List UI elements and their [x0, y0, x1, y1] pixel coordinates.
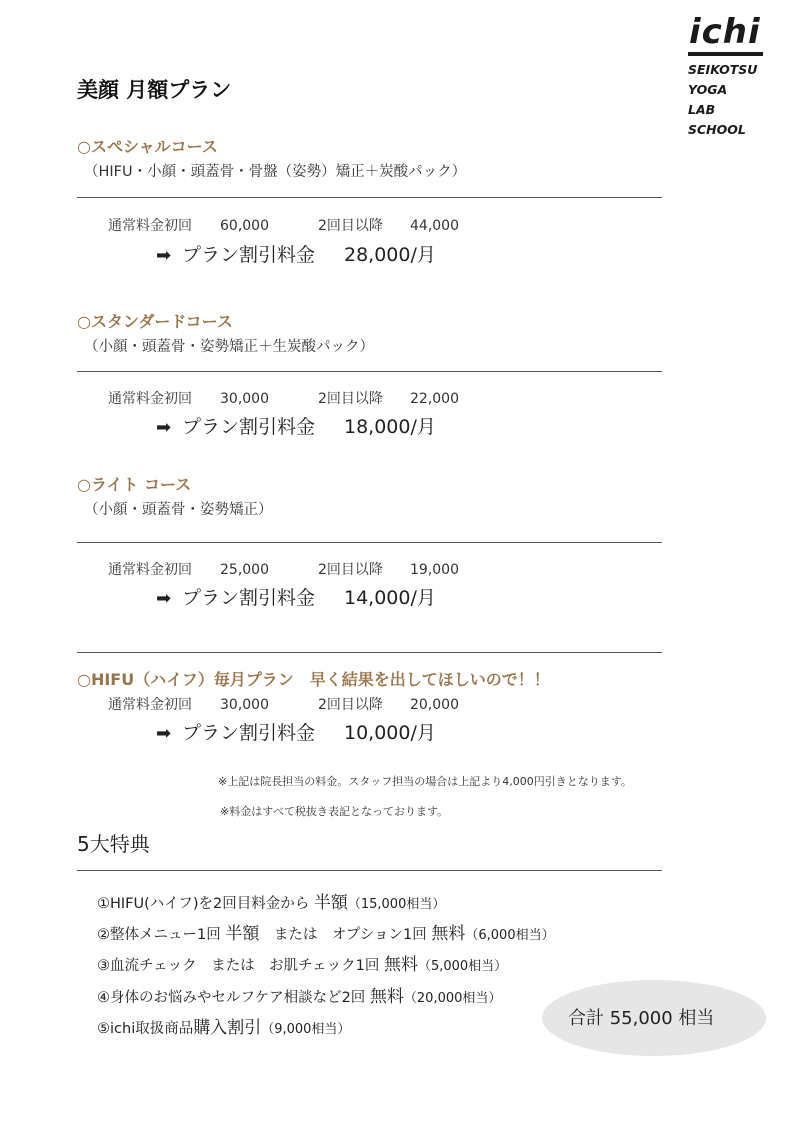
first-visit-price: 25,000 — [220, 562, 269, 578]
benefit-highlight: 半額 — [225, 924, 260, 944]
second-visit-label: 2回目以降 — [318, 562, 383, 578]
total-value: 合計 55,000 相当 — [568, 1008, 715, 1029]
plan-price-label: プラン割引料金 — [182, 722, 316, 744]
logo-line-lab: LAB — [688, 102, 716, 117]
plan-price-row-standard — [156, 412, 436, 439]
regular-price-label: 通常料金初回 — [108, 218, 192, 234]
first-visit-price: 60,000 — [220, 218, 269, 234]
benefit-item-1 — [97, 888, 445, 913]
plan-price: 28,000/月 — [344, 244, 436, 266]
benefit-value: （5,000相当） — [417, 959, 508, 974]
second-visit-price: 22,000 — [410, 391, 459, 407]
benefit-text: ②整体メニュー1回 — [97, 927, 221, 943]
plan-price-label: プラン割引料金 — [182, 244, 316, 266]
benefit-value: （6,000相当） — [465, 928, 555, 943]
benefit-highlight: 無料 — [383, 955, 418, 975]
regular-price-row-hifu — [108, 694, 459, 714]
benefits-title: 5大特典 — [77, 832, 150, 856]
benefit-value: （15,000相当） — [347, 897, 446, 912]
note-staff-discount: ※上記は院長担当の料金。スタッフ担当の場合は上記より4,000円引きとなります。 — [218, 775, 632, 788]
benefit-highlight-alt: 無料 — [431, 924, 466, 944]
divider — [77, 371, 662, 372]
benefit-highlight: 無料 — [369, 987, 404, 1007]
benefit-value: （9,000相当） — [261, 1022, 351, 1037]
course-description-light: （小顔・頭蓋骨・姿勢矯正） — [84, 502, 273, 518]
benefit-text: ③血流チェック または お肌チェック1回 — [97, 958, 380, 974]
plan-price-row-special — [156, 240, 436, 267]
regular-price-label: 通常料金初回 — [108, 562, 192, 578]
note-tax-excluded: ※料金はすべて税抜き表記となっております。 — [220, 805, 449, 818]
course-title-hifu: ○HIFU（ハイフ）毎月プラン 早く結果を出してほしいので！！ — [77, 670, 550, 689]
second-visit-price: 44,000 — [410, 218, 459, 234]
plan-price: 10,000/月 — [344, 722, 436, 744]
second-visit-price: 20,000 — [410, 697, 459, 713]
course-title-standard: ○スタンダードコース — [77, 312, 233, 331]
benefit-highlight: 半額 — [313, 893, 348, 913]
second-visit-label: 2回目以降 — [318, 697, 383, 713]
plan-price: 14,000/月 — [344, 587, 436, 609]
benefit-text: ④身体のお悩みやセルフケア相談など2回 — [97, 990, 366, 1006]
page-title: 美顔 月額プラン — [77, 78, 232, 102]
arrow-right-icon: ➡ — [156, 588, 172, 609]
course-description-standard: （小顔・頭蓋骨・姿勢矯正＋生炭酸パック） — [84, 339, 374, 355]
second-visit-label: 2回目以降 — [318, 391, 383, 407]
arrow-right-icon: ➡ — [156, 417, 172, 438]
plan-price-label: プラン割引料金 — [182, 416, 316, 438]
divider — [77, 542, 662, 543]
benefit-item-3 — [97, 950, 507, 975]
regular-price-row-standard — [108, 388, 459, 408]
divider — [77, 870, 662, 871]
logo-line-school: SCHOOL — [688, 122, 746, 137]
benefit-item-4 — [97, 982, 501, 1007]
second-visit-label: 2回目以降 — [318, 218, 383, 234]
benefit-item-5 — [97, 1013, 350, 1038]
course-description-special: （HIFU・小顔・頭蓋骨・骨盤（姿勢）矯正＋炭酸パック） — [84, 164, 467, 180]
plan-price-row-hifu — [156, 718, 436, 745]
arrow-right-icon: ➡ — [156, 723, 172, 744]
plan-price-label: プラン割引料金 — [182, 587, 316, 609]
benefit-highlight: 購入割引 — [193, 1018, 262, 1038]
logo-line-seikotsu: SEIKOTSU — [688, 62, 758, 77]
arrow-right-icon: ➡ — [156, 245, 172, 266]
benefit-text: ⑤ichi取扱商品 — [97, 1021, 194, 1037]
benefit-value: （20,000相当） — [403, 991, 502, 1006]
first-visit-price: 30,000 — [220, 697, 269, 713]
plan-price: 18,000/月 — [344, 416, 436, 438]
benefit-text: ①HIFU(ハイフ)を2回目料金から — [97, 896, 310, 912]
divider — [77, 652, 662, 653]
benefit-text-alt: または オプション1回 — [259, 927, 427, 943]
logo-wordmark: ichi — [689, 12, 761, 52]
regular-price-label: 通常料金初回 — [108, 391, 192, 407]
regular-price-row-light — [108, 559, 459, 579]
regular-price-row-special — [108, 215, 459, 235]
course-title-special: ○スペシャルコース — [77, 137, 218, 156]
logo-underline — [688, 52, 763, 56]
course-title-light: ○ライト コース — [77, 475, 192, 494]
second-visit-price: 19,000 — [410, 562, 459, 578]
plan-price-row-light — [156, 583, 436, 610]
divider — [77, 197, 662, 198]
benefit-item-2 — [97, 919, 555, 944]
logo-line-yoga: YOGA — [688, 82, 728, 97]
first-visit-price: 30,000 — [220, 391, 269, 407]
regular-price-label: 通常料金初回 — [108, 697, 192, 713]
